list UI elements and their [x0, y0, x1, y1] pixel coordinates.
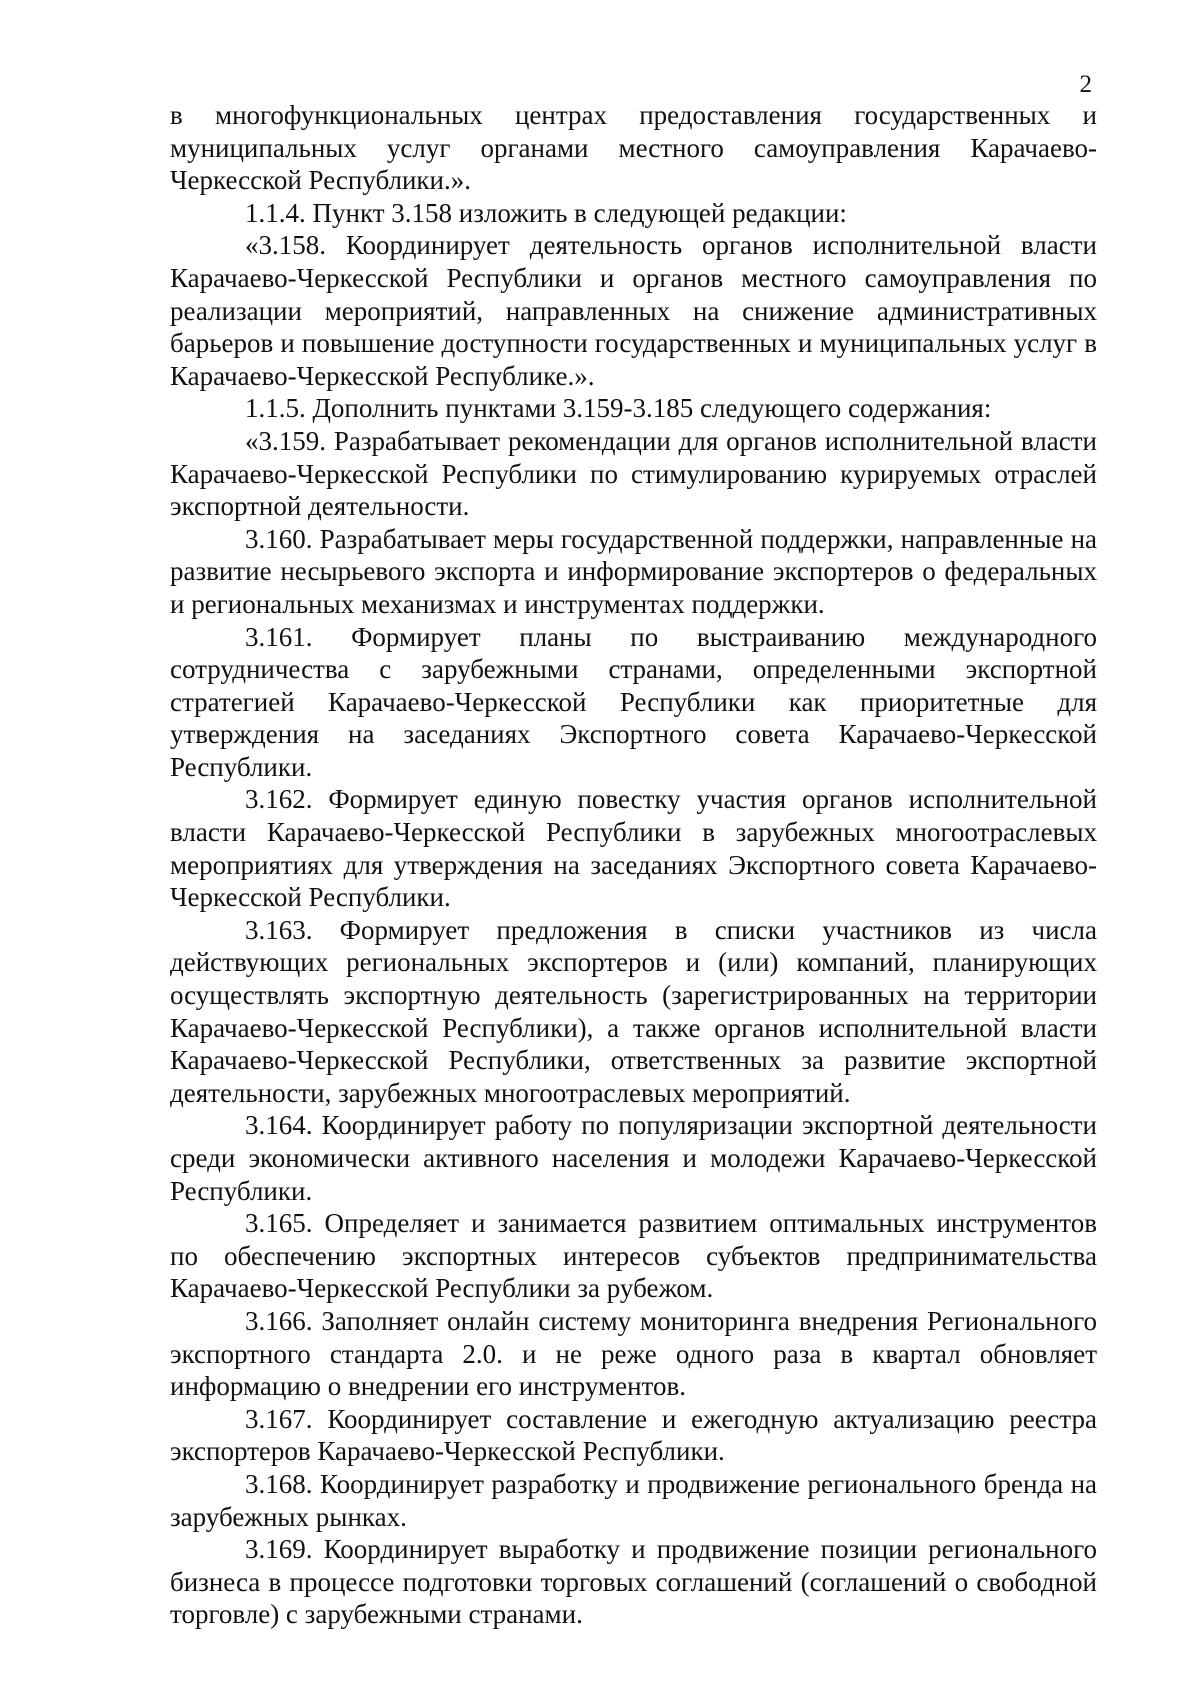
paragraph: 3.162. Формирует единую повестку участия органов исполнительной власти Карачаево-Черкесской Республики в зарубежных многоотраслевых мероприятиях для утверждения на заседаниях Экспортного совета Карачаево-Черкесской Республики.: [170, 784, 1097, 913]
paragraph: 3.168. Координирует разработку и продвижение регионального бренда на зарубежных рынках.: [170, 1468, 1097, 1532]
paragraph: 3.165. Определяет и занимается развитием оптимальных инструментов по обеспечению экспортных интересов субъектов предпринимательства Карачаево-Черкесской Республики за рубежом.: [170, 1208, 1097, 1304]
paragraph: 3.160. Разрабатывает меры государственной поддержки, направленные на развитие несырьевого экспорта и информирование экспортеров о федеральных и региональных механизмах и инструментах поддержки.: [170, 523, 1097, 619]
page-number: 2: [1079, 71, 1092, 98]
paragraph: 3.167. Координирует составление и ежегодную актуализацию реестра экспортеров Карачаево-Черкесской Республики.: [170, 1403, 1097, 1467]
paragraph: в многофункциональных центрах предоставления государственных и муниципальных услуг органами местного самоуправления Карачаево-Черкесской Республики.».: [170, 100, 1097, 196]
document-body: [170, 99, 1097, 1631]
paragraph: 3.164. Координирует работу по популяризации экспортной деятельности среди экономически активного населения и молодежи Карачаево-Черкесской Республики.: [170, 1110, 1097, 1206]
paragraph: 3.163. Формирует предложения в списки участников из числа действующих региональных экспортеров и (или) компаний, планирующих осуществлять экспортную деятельность (зарегистрированных на территории Карачаево-Черкесской Республики), а также органов исполнительной власти Карачаево-Черкесской Республики, ответственных за развитие экспортной деятельности, зарубежных многоотраслевых мероприятий.: [170, 914, 1097, 1108]
paragraph: 3.161. Формирует планы по выстраиванию международного сотрудничества с зарубежными странами, определенными экспортной стратегией Карачаево-Черкесской Республики как приоритетные для утверждения на заседаниях Экспортного совета Карачаево-Черкесской Республики.: [170, 621, 1097, 782]
paragraph: 3.166. Заполняет онлайн систему мониторинга внедрения Регионального экспортного стандарта 2.0. и не реже одного раза в квартал обновляет информацию о внедрении его инструментов.: [170, 1305, 1097, 1402]
paragraph: «3.159. Разрабатывает рекомендации для органов исполнительной власти Карачаево-Черкесской Республики по стимулированию курируемых отраслей экспортной деятельности.: [170, 425, 1097, 522]
paragraph: 1.1.5. Дополнить пунктами 3.159-3.185 следующего содержания:: [245, 393, 992, 424]
paragraph: «3.158. Координирует деятельность органов исполнительной власти Карачаево-Черкесской Республики и органов местного самоуправления по реализации мероприятий, направленных на снижение административных барьеров и повышение доступности государственных и муниципальных услуг в Карачаево-Черкесской Республике.».: [170, 230, 1097, 391]
paragraph: 1.1.4. Пункт 3.158 изложить в следующей редакции:: [245, 197, 847, 228]
paragraph: 3.169. Координирует выработку и продвижение позиции регионального бизнеса в процессе подготовки торговых соглашений (соглашений о свободной торговле) с зарубежными странами.: [170, 1534, 1097, 1630]
